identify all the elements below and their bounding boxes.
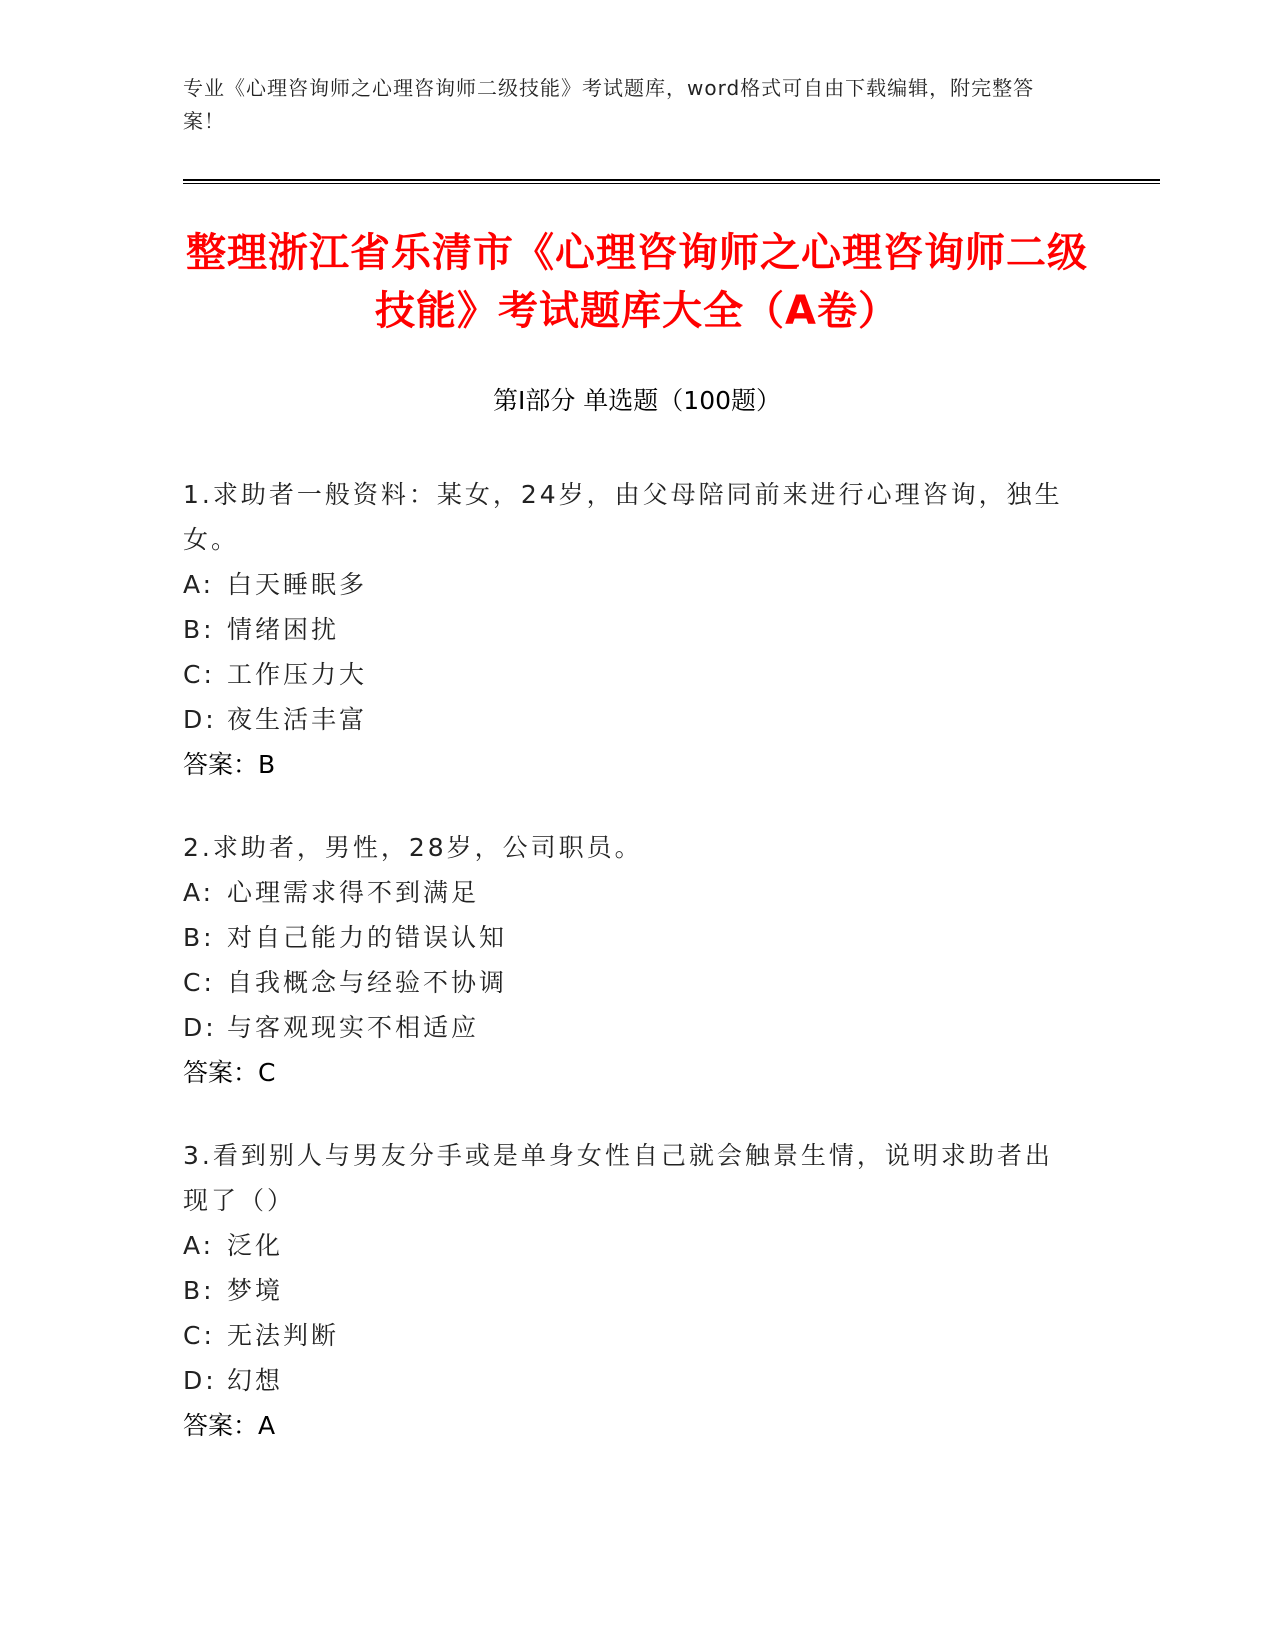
option-text: 与客观现实不相适应: [227, 1013, 480, 1042]
option-b: [183, 1268, 1063, 1313]
option-text: 梦境: [227, 1276, 284, 1305]
option-a: [183, 562, 1063, 607]
question-stem: 1.求助者一般资料：某女，24岁，由父母陪同前来进行心理咨询，独生女。: [183, 480, 1063, 554]
answer-value: C: [258, 1058, 276, 1087]
option-key: B:: [183, 615, 215, 644]
answer: [183, 1050, 1063, 1095]
option-text: 白天睡眠多: [227, 570, 368, 599]
option-key: C:: [183, 968, 215, 997]
option-d: [183, 1358, 1063, 1403]
header-note: 专业《心理咨询师之心理咨询师二级技能》考试题库，word格式可自由下载编辑，附完整答案！: [183, 76, 1035, 133]
question-stem: 3.看到别人与男友分手或是单身女性自己就会触景生情，说明求助者出现了（）: [183, 1141, 1053, 1215]
answer-value: B: [258, 750, 276, 779]
header-divider-thin: [183, 183, 1160, 184]
option-b: [183, 607, 1063, 652]
option-a: [183, 1223, 1063, 1268]
option-text: 心理需求得不到满足: [227, 878, 480, 907]
header-divider-thick: [183, 179, 1160, 181]
question-3: [183, 1133, 1063, 1448]
option-a: [183, 870, 1063, 915]
option-key: A:: [183, 878, 215, 907]
section-title: 第Ⅰ部分 单选题（100题）: [492, 386, 782, 415]
answer-label: 答案：: [183, 1058, 259, 1087]
option-text: 无法判断: [227, 1321, 340, 1350]
option-key: C:: [183, 1321, 215, 1350]
option-key: C:: [183, 660, 215, 689]
option-c: [183, 1313, 1063, 1358]
option-d: [183, 697, 1063, 742]
question-stem: 2.求助者，男性，28岁，公司职员。: [183, 833, 643, 862]
answer-value: A: [258, 1411, 276, 1440]
option-key: B:: [183, 923, 215, 952]
option-key: A:: [183, 570, 215, 599]
option-text: 幻想: [227, 1366, 284, 1395]
option-d: [183, 1005, 1063, 1050]
option-text: 工作压力大: [227, 660, 368, 689]
option-key: D:: [183, 1013, 217, 1042]
option-b: [183, 915, 1063, 960]
option-c: [183, 960, 1063, 1005]
question-list: [183, 472, 1063, 1486]
option-text: 自我概念与经验不协调: [227, 968, 508, 997]
question-1: [183, 472, 1063, 787]
option-key: A:: [183, 1231, 215, 1260]
option-text: 夜生活丰富: [227, 705, 368, 734]
document-title: 整理浙江省乐清市《心理咨询师之心理咨询师二级技能》考试题库大全（A卷）: [186, 230, 1088, 334]
option-key: B:: [183, 1276, 215, 1305]
option-text: 对自己能力的错误认知: [227, 923, 508, 952]
answer-label: 答案：: [183, 1411, 259, 1440]
option-text: 情绪困扰: [227, 615, 340, 644]
option-c: [183, 652, 1063, 697]
option-key: D:: [183, 1366, 217, 1395]
question-2: [183, 825, 1063, 1095]
answer: [183, 742, 1063, 787]
option-key: D:: [183, 705, 217, 734]
answer: [183, 1403, 1063, 1448]
answer-label: 答案：: [183, 750, 259, 779]
option-text: 泛化: [227, 1231, 284, 1260]
